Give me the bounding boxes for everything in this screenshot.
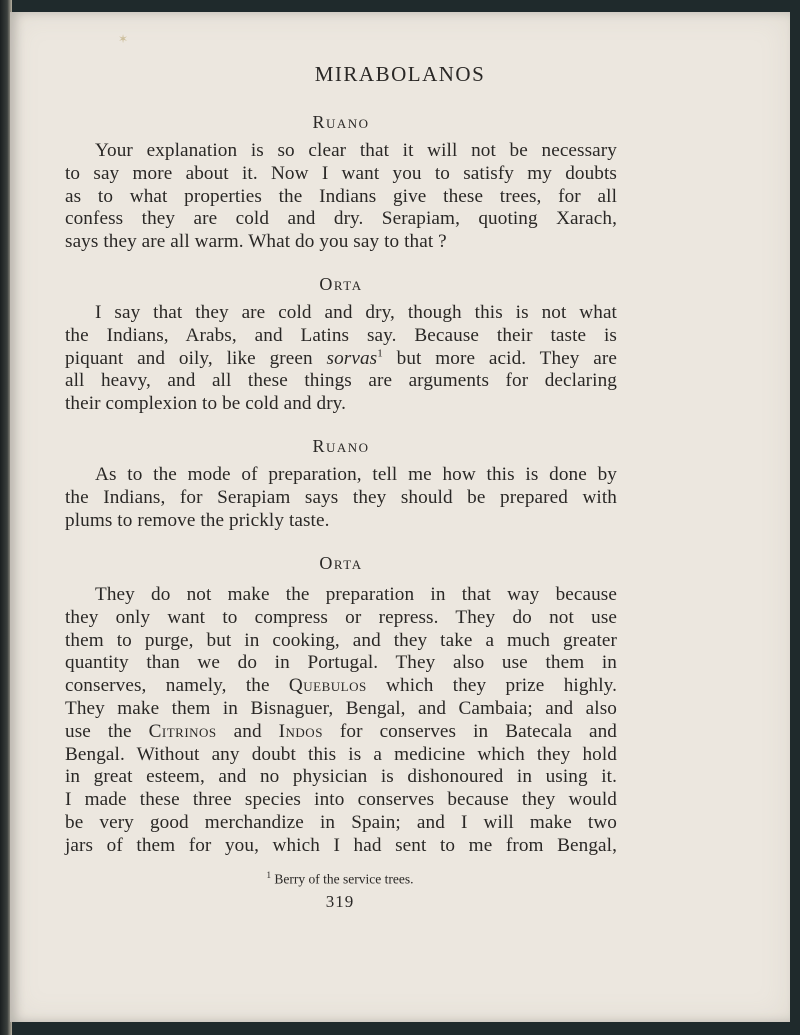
text-line: jars of them for you, which I had sent to me from Bengal, <box>65 834 617 856</box>
text-line: all heavy, and all these things are arguments for declaring <box>65 370 617 392</box>
small-caps-term: Indos <box>278 720 323 742</box>
footnote-reference: 1 <box>377 347 383 360</box>
text-line: Bengal. Without any doubt this is a medicine which they hold <box>65 743 617 765</box>
footnote <box>10 870 670 888</box>
text-line <box>65 675 617 698</box>
speaker-heading: Orta <box>319 274 363 294</box>
paragraph <box>65 464 617 532</box>
text-line <box>65 348 617 371</box>
text-line <box>65 721 617 744</box>
footnote-text: Berry of the service trees. <box>274 871 414 887</box>
paragraph <box>65 584 617 858</box>
paragraph <box>65 140 617 254</box>
text-fragment: which they prize highly. <box>386 675 617 697</box>
text-fragment: for conserves in Batecala and <box>339 720 618 742</box>
text-line: I say that they are cold and dry, though this is not what <box>95 302 617 323</box>
page-number: 319 <box>325 892 355 911</box>
text-line: plums to remove the prickly taste. <box>65 509 330 531</box>
text-line: says they are all warm. What do you say to that ? <box>65 231 447 253</box>
paper-speck: ✶ <box>118 32 129 46</box>
text-line: confess they are cold and dry. Serapiam, quoting Xarach, <box>65 208 617 230</box>
small-caps-term: Quebulos <box>288 675 367 697</box>
book-page <box>10 12 790 1022</box>
text-line: their complexion to be cold and dry. <box>65 393 347 415</box>
text-line: quantity than we do in Portugal. They also use them in <box>65 652 617 674</box>
running-head: MIRABOLANOS <box>314 62 486 86</box>
text-line: the Indians, for Serapiam says they should be prepared with <box>65 486 617 508</box>
text-fragment: and <box>233 720 262 742</box>
text-line: Your explanation is so clear that it will not be necessary <box>95 140 617 161</box>
text-line: as to what properties the Indians give these trees, for all <box>65 185 617 207</box>
text-line: they only want to compress or repress. They do not use <box>65 606 617 628</box>
text-line: them to purge, but in cooking, and they take a much greater <box>65 629 617 651</box>
text-fragment: but more acid. They are <box>396 347 617 369</box>
speaker-heading: Orta <box>319 553 363 573</box>
paragraph <box>65 302 617 416</box>
text-line: to say more about it. Now I want you to satisfy my doubts <box>65 162 617 184</box>
speaker-heading: Ruano <box>312 436 370 456</box>
text-fragment: piquant and oily, like green <box>65 347 313 369</box>
text-line: They do not make the preparation in that way because <box>95 584 617 605</box>
text-fragment: use the <box>65 720 132 742</box>
text-line: I made these three species into conserves because they would <box>65 789 617 811</box>
text-line: As to the mode of preparation, tell me how this is done by <box>95 464 617 485</box>
text-fragment: conserves, namely, the <box>65 675 270 697</box>
italic-term: sorvas <box>326 347 378 369</box>
speaker-heading: Ruano <box>312 112 370 132</box>
text-line: in great esteem, and no physician is dishonoured in using it. <box>65 766 617 788</box>
small-caps-term: Citrinos <box>148 720 217 742</box>
text-line: be very good merchandize in Spain; and I will make two <box>65 811 617 833</box>
text-line: They make them in Bisnaguer, Bengal, and Cambaia; and also <box>65 697 617 719</box>
text-line: the Indians, Arabs, and Latins say. Because their taste is <box>65 324 617 346</box>
footnote-mark: 1 <box>266 870 272 880</box>
